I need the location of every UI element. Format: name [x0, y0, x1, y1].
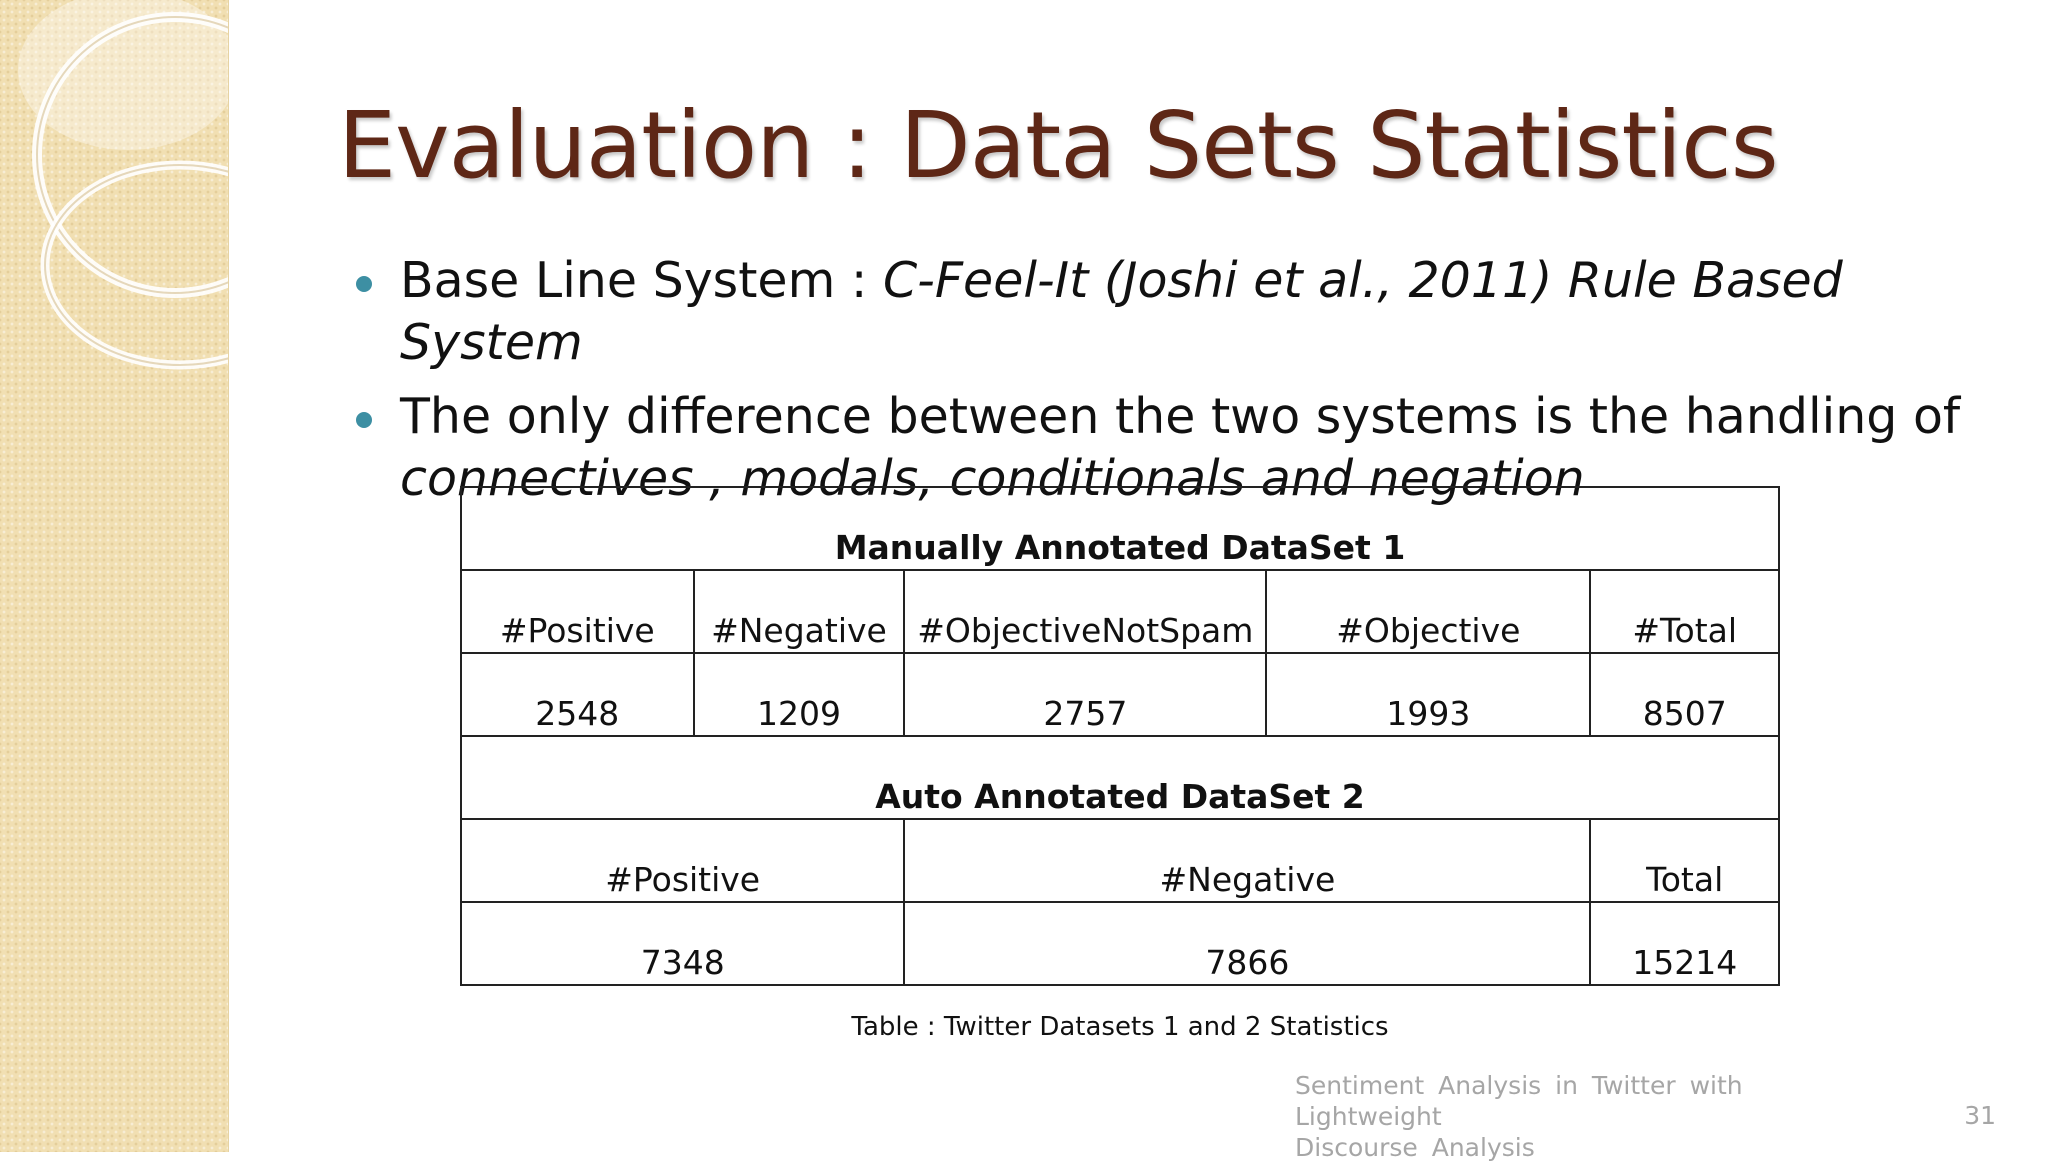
table-cell: 8507 [1590, 653, 1779, 736]
table-cell: 7866 [904, 902, 1590, 985]
bullet-dot-icon [356, 412, 372, 428]
dataset1-title: Manually Annotated DataSet 1 [461, 487, 1779, 570]
table-cell: 1993 [1266, 653, 1590, 736]
table-header-cell: #Positive [461, 570, 694, 653]
page-number: 31 [1964, 1101, 1996, 1130]
table-header-cell: #Positive [461, 819, 904, 902]
footer-line: Sentiment Analysis in Twitter with Lightweight [1295, 1071, 1743, 1131]
bullet-list [350, 250, 1990, 522]
table-cell: 15214 [1590, 902, 1779, 985]
table-cell: 7348 [461, 902, 904, 985]
table-cell: 1209 [694, 653, 905, 736]
footer-text [1295, 1070, 1895, 1163]
bullet-text-italic: connectives , modals, conditionals and negation [400, 450, 1585, 507]
ring-decoration-icon [0, 0, 228, 400]
decorative-side-band [0, 0, 229, 1152]
bullet-text: Base Line System : [400, 252, 883, 309]
table-cell: 2548 [461, 653, 694, 736]
dataset2-title: Auto Annotated DataSet 2 [461, 736, 1779, 819]
table-header-cell: #Negative [904, 819, 1590, 902]
dataset-statistics-table [460, 486, 1780, 986]
bullet-text: The only difference between the two systems is the handling of [400, 388, 1961, 445]
table-row [461, 902, 1779, 985]
table-row [461, 736, 1779, 819]
table-cell: 2757 [904, 653, 1266, 736]
table-row [461, 487, 1779, 570]
table-caption: Table : Twitter Datasets 1 and 2 Statistics [851, 1012, 1389, 1042]
table-row [461, 653, 1779, 736]
bullet-dot-icon [356, 276, 372, 292]
table-header-cell: #Total [1590, 570, 1779, 653]
footer-line: Discourse Analysis [1295, 1133, 1535, 1162]
bullet-item [350, 250, 1990, 374]
table-header-cell: #Negative [694, 570, 905, 653]
table-header-cell: #Objective [1266, 570, 1590, 653]
table-header-cell: Total [1590, 819, 1779, 902]
table-row [461, 819, 1779, 902]
table-header-cell: #ObjectiveNotSpam [904, 570, 1266, 653]
bullet-text-italic: C-Feel-It (Joshi et al., 2011) Rule Based System [400, 252, 1843, 371]
slide-title: Evaluation : Data Sets Statistics [338, 92, 1778, 199]
table-row [461, 570, 1779, 653]
